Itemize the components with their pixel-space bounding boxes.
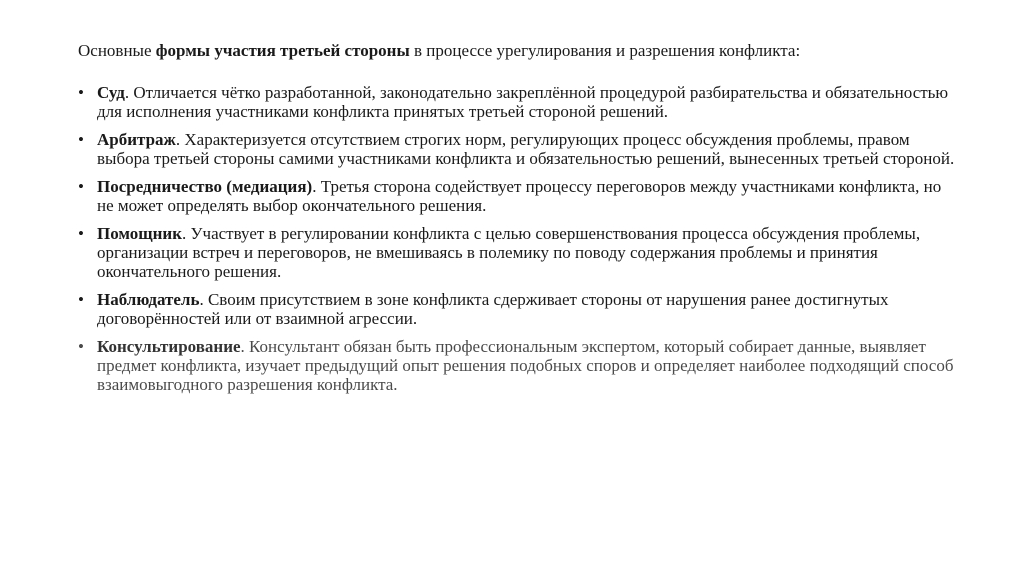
bullet-icon: • [78,130,84,149]
item-term: Посредничество (медиация) [97,177,313,196]
item-term: Суд [97,83,125,102]
list-item-consulting [78,337,958,394]
item-text: . Своим присутствием в зоне конфликта сдерживает стороны от нарушения ранее достигнутых договорённостей или от взаимной агрессии. [97,290,889,328]
item-term: Арбитраж [97,130,176,149]
intro-paragraph [78,40,958,61]
intro-prefix: Основные [78,41,156,60]
item-term: Консультирование [97,337,241,356]
intro-suffix: в процессе урегулирования и разрешения конфликта: [409,41,801,60]
bullet-icon: • [78,177,84,196]
item-text: . Третья сторона содействует процессу переговоров между участниками конфликта, но не может определять выбор окончательного решения. [97,177,942,215]
item-term: Помощник [97,224,182,243]
slide-content [78,40,958,403]
bullet-icon: • [78,83,84,102]
list-item-assistant [78,224,958,281]
list-item-mediation [78,177,958,215]
list-item-observer [78,290,958,328]
bullet-icon: • [78,224,84,243]
item-text: . Отличается чётко разработанной, законодательно закреплённой процедурой разбирательства и обязательностью для исполнения участниками конфликта принятых третьей стороной решений. [97,83,949,121]
list-item-court [78,83,958,121]
bullet-icon: • [78,337,84,356]
intro-bold: формы участия третьей стороны [155,41,410,60]
item-text: . Характеризуется отсутствием строгих норм, регулирующих процесс обсуждения проблемы, правом выбора третьей стороны самими участниками конфликта и обязательностью решений, вынесенных третьей стороной. [97,130,955,168]
bullet-icon: • [78,290,84,309]
item-term: Наблюдатель [97,290,200,309]
forms-list [78,83,958,394]
item-text: . Участвует в регулировании конфликта с целью совершенствования процесса обсуждения проблемы, организации встреч и переговоров, не вмешиваясь в полемику по поводу содержания проблемы и принятия окончательного решения. [97,224,921,281]
list-item-arbitration [78,130,958,168]
item-text: . Консультант обязан быть профессиональным экспертом, который собирает данные, выявляет предмет конфликта, изучает предыдущий опыт решения подобных споров и определяет наиболее подходящий способ взаимовыгодного разрешения конфликта. [97,337,954,394]
